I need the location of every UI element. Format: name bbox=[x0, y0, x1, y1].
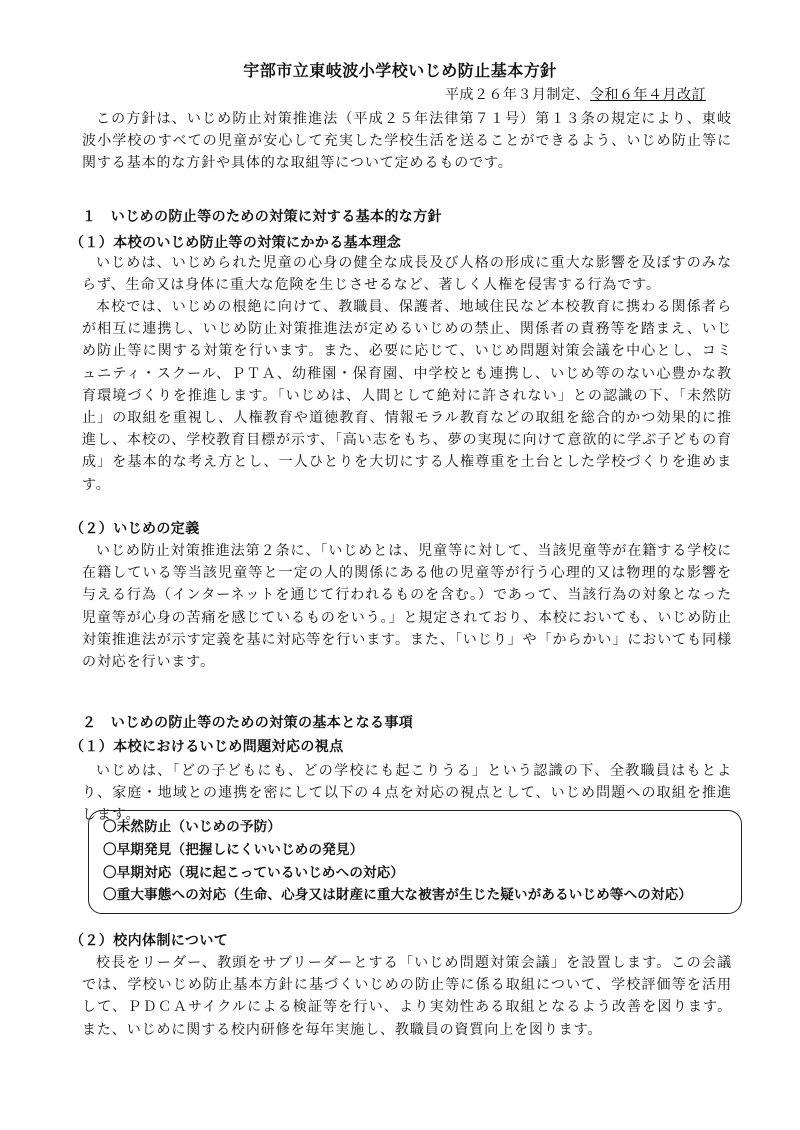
revision-date bbox=[445, 84, 706, 104]
section-1-1-paragraph-1: いじめは、いじめられた児童の心身の健全な成長及び人格の形成に重大な影響を及ぼすのみならず、生命又は身体に重大な危険を生じさせるなど、著しく人権を侵害する行為です。 bbox=[82, 255, 732, 294]
section-1-1-heading: （１）本校のいじめ防止等の対策にかかる基本理念 bbox=[70, 235, 402, 251]
enacted-date: 平成２６年３月制定、 bbox=[445, 87, 590, 103]
intro-paragraph: この方針は、いじめ防止対策推進法（平成２５年法律第７１号）第１３条の規定により、東岐波小学校のすべての児童が安心して充実した学校生活を送ることができるよう、いじめ防止等に関する基本的な方針や具体的な取組等について定めるものです。 bbox=[82, 111, 732, 172]
section-2-1-heading: （１）本校におけるいじめ問題対応の視点 bbox=[70, 739, 344, 755]
section-2-2-paragraph: 校長をリーダー、教頭をサブリーダーとする「いじめ問題対策会議」を設置します。この会議では、学校いじめ防止基本方針に基づくいじめの防止等に係る取組について、学校評価等を活用して、ＰＤＣＡサイクルによる検証等を行い、より実効性ある取組となるよう改善を図ります。また、いじめに関する校内研修を毎年実施し、教職員の資質向上を図ります。 bbox=[82, 955, 732, 1038]
section-1-2-paragraph: いじめ防止対策推進法第２条に、「いじめとは、児童等に対して、当該児童等が在籍する学校に在籍している等当該児童等と一定の人的関係にある他の児童等が行う心理的又は物理的な影響を与える行為（インターネットを通じて行われるものを含む。）であって、当該行為の対象となった児童等が心身の苦痛を感じているものをいう。」と規定されており、本校においても、いじめ防止対策推進法が示す定義を基に対応等を行います。また、「いじり」や「からかい」においても同様の対応を行います。 bbox=[82, 543, 732, 671]
section-1-1-paragraph-2: 本校では、いじめの根絶に向けて、教職員、保護者、地域住民など本校教育に携わる関係者らが相互に連携し、いじめ防止対策推進法が定めるいじめの禁止、関係者の責務等を踏まえ、いじめ防止等に関する対策を行います。また、必要に応じて、いじめ問題対策会議を中心とし、コミュニティ・スクール、ＰＴＡ、幼稚園・保育園、中学校とも連携し、いじめ等のない心豊かな教育環境づくりを推進します。「いじめは、人間として絶対に許されない」との認識の下、「未然防止」の取組を重視し、人権教育や道徳教育、情報モラル教育などの取組を総合的かつ効果的に推進し、本校の、学校教育目標が示す、「高い志をもち、夢の実現に向けて意欲的に学ぶ子どもの育成」を基本的な考え方とし、一人ひとりを大切にする人権尊重を土台とした学校づくりを進めます。 bbox=[82, 299, 732, 493]
viewpoint-item: 〇重大事態への対応（生命、心身又は財産に重大な被害が生じた疑いがあるいじめ等への対応） bbox=[103, 887, 693, 904]
viewpoints-box bbox=[88, 810, 742, 914]
viewpoint-item: 〇早期対応（現に起こっているいじめへの対応） bbox=[103, 864, 405, 881]
section-2-2-heading: （２）校内体制について bbox=[70, 933, 229, 949]
viewpoint-item: 〇未然防止（いじめの予防） bbox=[103, 819, 282, 835]
section-1-2-heading: （２）いじめの定義 bbox=[70, 521, 200, 537]
section-1-heading: １ いじめの防止等のための対策に対する基本的な方針 bbox=[82, 209, 442, 225]
viewpoint-item: 〇早期発見（把握しにくいいじめの発見） bbox=[103, 841, 364, 858]
document-title: 宇部市立東岐波小学校いじめ防止基本方針 bbox=[243, 61, 557, 80]
section-2-1-paragraph: いじめは、「どの子どもにも、どの学校にも起こりうる」という認識の下、全教職員はもとより、家庭・地域との連携を密にして以下の４点を対応の視点として、いじめ問題への取組を推進します。 bbox=[82, 763, 732, 824]
section-2-heading: ２ いじめの防止等のための対策の基本となる事項 bbox=[82, 715, 414, 731]
revised-date: 令和６年４月改訂 bbox=[590, 87, 706, 103]
